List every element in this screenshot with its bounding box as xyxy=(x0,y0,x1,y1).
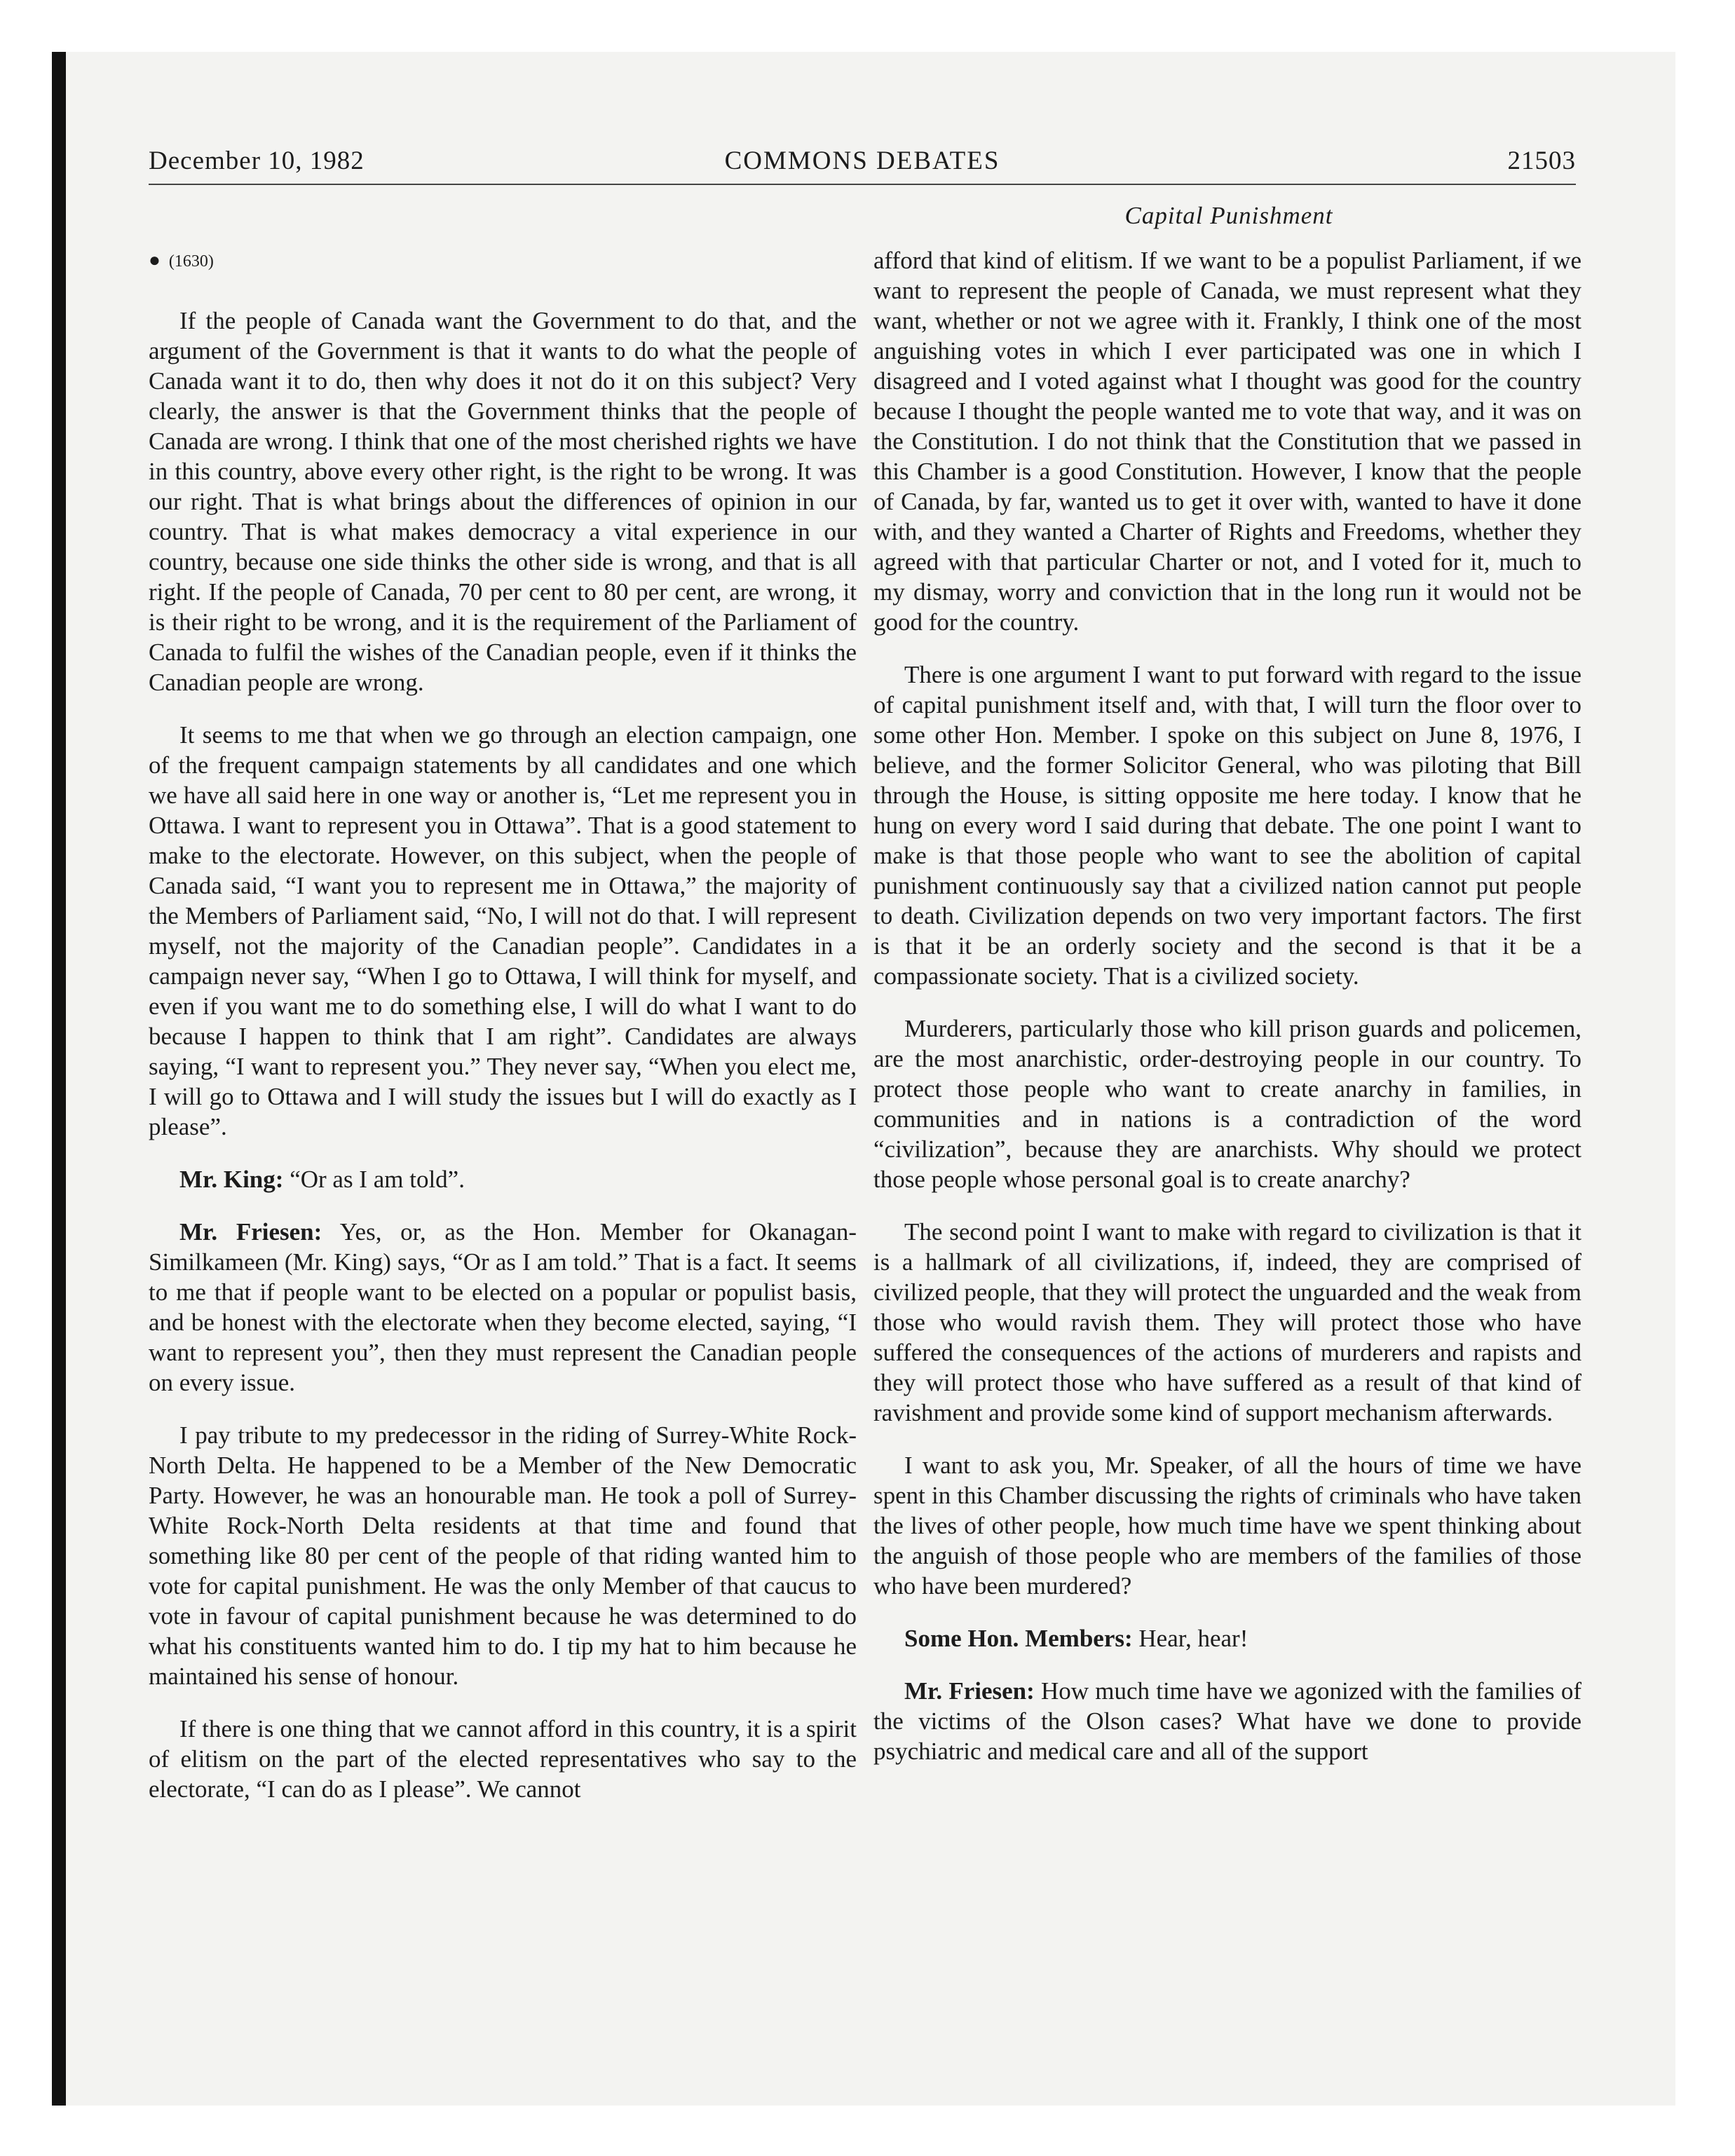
header-page-number: 21503 xyxy=(1507,146,1576,175)
speech-text: Yes, or, as the Hon. Member for Okanagan-Similkameen (Mr. King) says, “Or as I am told.” That is a fact. It seems to me that if people want to be elected on a popular or populist basis, and be honest with the electorate when they become elected, saying, “I want to represent you”, then they must represent the Canadian people on every issue. xyxy=(149,1218,857,1396)
paragraph: It seems to me that when we go through an election campaign, one of the frequent campaign statements by all candidates and one which we have all said here in one way or another is, “Let me represent you in Ottawa. I want to represent you in Ottawa”. That is a good statement to make to the electorate. However, on this subject, when the people of Canada said, “I want you to represent me in Ottawa,” the majority of the Members of Parliament said, “No, I will not do that. I will represent myself, not the majority of the Canadian people”. Candidates in a campaign never say, “When I go to Ottawa, I will think for myself, and even if you want me to do something else, I will do what I want to do because I happen to think that I am right”. Candidates are always saying, “I want to represent you.” They never say, “When you elect me, I will go to Ottawa and I will study the issues but I will do exactly as I please”. xyxy=(149,721,857,1140)
paragraph-continued: afford that kind of elitism. If we want to be a populist Parliament, if we want to represent the people of Canada, we must represent what they want, whether or not we agree with it. Frankly, I think one of the most anguishing votes in which I ever participated was one in which I disagreed and I voted against what I thought was good for the country because I thought the people wanted me to vote that way, and it was on the Constitution. I do not think that the Constitution that we passed in this Chamber is a good Constitution. However, I know that the people of Canada, by far, wanted us to get it over with, wanted to have it done with, and they wanted a Charter of Rights and Freedoms, whether they agreed with that particular Charter or not, and I voted for it, much to my dismay, worry and conviction that in the long run it would not be good for the country. xyxy=(873,247,1581,636)
speech-text: Hear, hear! xyxy=(1138,1625,1248,1652)
paragraph: I want to ask you, Mr. Speaker, of all the hours of time we have spent in this Chamber discussing the rights of criminals who have taken the lives of other people, how much time have we spent thinking about the anguish of those people who are members of the families of those who have been murdered? xyxy=(873,1452,1581,1599)
paragraph: Murderers, particularly those who kill prison guards and policemen, are the most anarchistic, order-destroying people in our country. To protect those people who want to create anarchy in families, in communities and in nations is a contradiction of the word “civilization”, because they are anarchists. Why should we protect those people whose personal goal is to create anarchy? xyxy=(873,1015,1581,1193)
speaker-name: Some Hon. Members: xyxy=(904,1625,1133,1652)
speech-text: “Or as I am told”. xyxy=(290,1166,465,1193)
speech-friesen xyxy=(873,1676,1581,1766)
speech-friesen xyxy=(149,1217,857,1398)
speech-king xyxy=(149,1164,857,1194)
header-rule xyxy=(149,184,1576,185)
header-date: December 10, 1982 xyxy=(149,146,365,175)
paragraph: I pay tribute to my predecessor in the riding of Surrey-White Rock-North Delta. He happened to be a Member of the New Democratic Party. However, he was an honourable man. He took a poll of Surrey-White Rock-North Delta residents at that time and found that something like 80 per cent of the people of that riding wanted him to vote for capital punishment. He was the only Member of that caucus to vote in favour of capital punishment because he was determined to do what his constituents wanted him to do. I tip my hat to him because he maintained his sense of honour. xyxy=(149,1421,857,1690)
speech-members xyxy=(873,1623,1581,1653)
paragraph: The second point I want to make with regard to civilization is that it is a hallmark of all civilizations, if, indeed, they are comprised of civilized people, that they will protect the unguarded and the weak from those who would ravish them. They will protect those who have suffered the consequences of the actions of murderers and rapists and they will protect those who have suffered as a result of that kind of ravishment and provide some kind of support mechanism afterwards. xyxy=(873,1218,1581,1426)
header-title: COMMONS DEBATES xyxy=(724,146,1000,175)
speech-text: How much time have we agonized with the families of the victims of the Olson cases? What have we done to provide psychiatric and medical care and all of the support xyxy=(873,1677,1582,1765)
speaker-name: Mr. Friesen: xyxy=(179,1218,322,1246)
time-mark-label: (1630) xyxy=(168,252,214,271)
paragraph: If the people of Canada want the Government to do that, and the argument of the Government is that it wants to do what the people of Canada want it to do, then why does it not do it on this subject? Very clearly, the answer is that the Government thinks that the people of Canada are wrong. I think that one of the most cherished rights we have in this country, above every other right, is the right to be wrong. It was our right. That is what brings about the differences of opinion in our country. That is what makes democracy a vital experience in our country, because one side thinks the other side is wrong, and that is all right. If the people of Canada, 70 per cent to 80 per cent, are wrong, it is their right to be wrong, and it is the requirement of the Parliament of Canada to fulfil the wishes of the Canadian people, even if it thinks the Canadian people are wrong. xyxy=(149,307,857,696)
bullet-icon: ● xyxy=(149,250,161,271)
paragraph: If there is one thing that we cannot afford in this country, it is a spirit of elitism on the part of the elected representatives who say to the electorate, “I can do as I please”. We cannot xyxy=(149,1715,857,1803)
right-column xyxy=(873,245,1581,1789)
paragraph: There is one argument I want to put forward with regard to the issue of capital punishment itself and, with that, I will turn the floor over to some other Hon. Member. I spoke on this subject on June 8, 1976, I believe, and the former Solicitor General, who was piloting that Bill through the House, is sitting opposite me here today. I know that he hung on every word I said during that debate. The one point I want to make is that those people who want to see the abolition of capital punishment continuously say that a civilized nation cannot put people to death. Civilization depends on two very important factors. The first is that it be an orderly society and the second is that it be a compassionate society. That is a civilized society. xyxy=(873,661,1581,990)
running-head: Capital Punishment xyxy=(1124,202,1333,229)
left-column xyxy=(149,306,857,1827)
time-mark xyxy=(149,250,214,272)
speaker-name: Mr. Friesen: xyxy=(904,1677,1035,1705)
speaker-name: Mr. King: xyxy=(179,1166,284,1193)
binding-edge xyxy=(52,52,66,2106)
page-header xyxy=(149,146,1576,185)
